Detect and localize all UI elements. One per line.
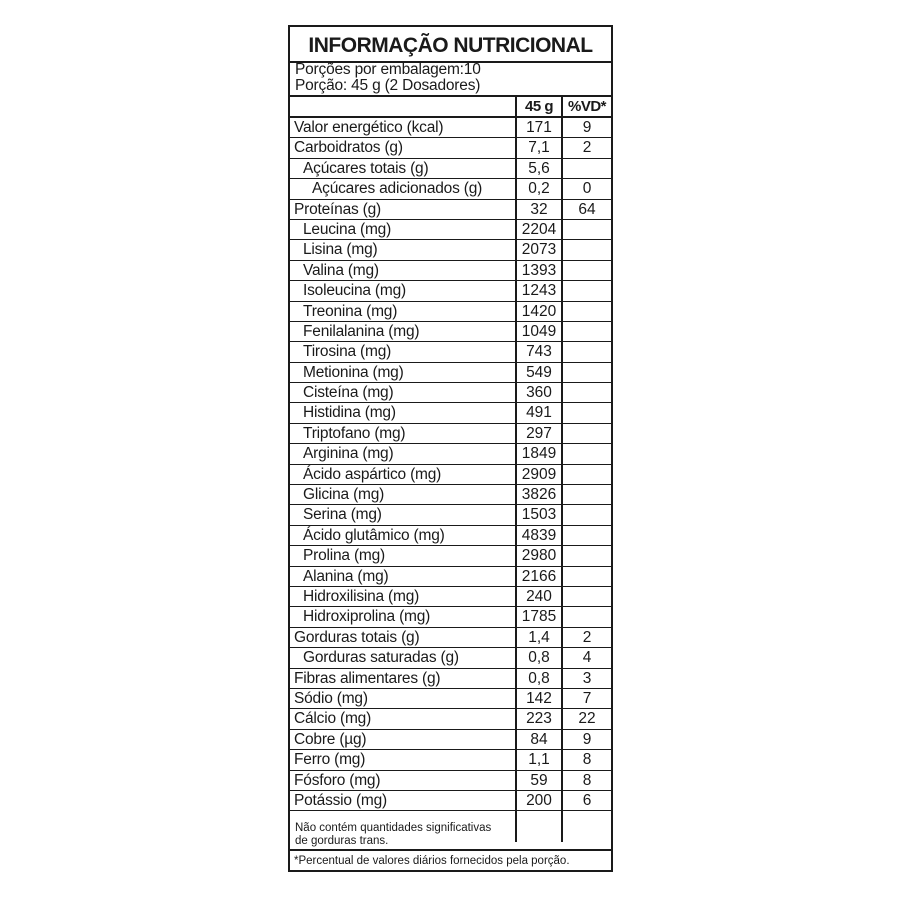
nutrient-name: Treonina (mg) (303, 302, 398, 320)
nutrient-value: 142 (526, 689, 552, 707)
nutrient-name: Fibras alimentares (g) (294, 669, 441, 687)
nutrient-rows (290, 118, 611, 811)
nutrient-value: 2204 (521, 220, 557, 238)
nutrient-value: 0,8 (528, 649, 550, 667)
nutrient-dv: 8 (582, 771, 592, 789)
nutrient-name: Gorduras totais (g) (294, 628, 420, 646)
nutrient-value: 0,2 (528, 180, 550, 198)
nutrient-name: Potássio (mg) (294, 791, 388, 809)
portion-size: Porção: 45 g (2 Dosadores) (295, 77, 481, 94)
nutrient-name: Prolina (mg) (303, 547, 386, 565)
nutrient-name: Tirosina (mg) (303, 343, 392, 361)
nutrient-dv: 8 (582, 751, 592, 769)
nutrient-dv: 64 (578, 200, 596, 218)
nutrient-value: 360 (526, 384, 552, 402)
nutrient-dv: 3 (582, 669, 592, 687)
nutrient-name: Hidroxiprolina (mg) (303, 608, 431, 626)
table-row (290, 628, 611, 648)
nutrient-value: 240 (526, 587, 552, 605)
nutrient-name: Sódio (mg) (294, 689, 368, 707)
nutrient-name: Fósforo (mg) (294, 771, 381, 789)
nutrient-value: 84 (530, 730, 548, 748)
nutrient-name: Leucina (mg) (303, 220, 392, 238)
table-row (290, 302, 611, 322)
nutrient-name: Açúcares adicionados (g) (312, 180, 483, 198)
nutrient-dv: 22 (578, 710, 596, 728)
table-row (290, 771, 611, 791)
nutrient-name: Ferro (mg) (294, 751, 366, 769)
table-row (290, 322, 611, 342)
nutrient-name: Alanina (mg) (303, 567, 389, 585)
table-row (290, 281, 611, 301)
nutrient-value: 1503 (521, 506, 557, 524)
nutrient-dv: 9 (582, 730, 592, 748)
nutrient-value: 2166 (521, 567, 557, 585)
table-row (290, 730, 611, 750)
nutrient-value: 1420 (521, 302, 557, 320)
nutrient-value: 297 (526, 424, 552, 442)
table-row (290, 403, 611, 423)
nutrient-value: 2980 (521, 547, 557, 565)
nutrition-facts-table (288, 25, 613, 872)
nutrient-value: 1243 (521, 282, 557, 300)
table-row (290, 750, 611, 770)
table-row (290, 179, 611, 199)
nutrient-name: Cisteína (mg) (303, 384, 394, 402)
nutrient-name: Isoleucina (mg) (303, 282, 406, 300)
nutrient-value: 1393 (521, 261, 557, 279)
nutrient-dv: 2 (582, 628, 592, 646)
nutrient-value: 5,6 (528, 159, 550, 177)
nutrient-dv: 6 (582, 791, 592, 809)
nutrient-name: Fenilalanina (mg) (303, 322, 420, 340)
table-row (290, 261, 611, 281)
table-row (290, 424, 611, 444)
nutrient-value: 223 (526, 710, 552, 728)
table-row (290, 689, 611, 709)
nutrient-name: Metionina (mg) (303, 363, 404, 381)
nutrient-value: 491 (526, 404, 552, 422)
header-value: 45 g (524, 98, 553, 115)
table-title: INFORMAÇÃO NUTRICIONAL (308, 34, 593, 57)
table-row (290, 709, 611, 729)
nutrient-dv: 7 (582, 689, 592, 707)
table-row (290, 505, 611, 525)
nutrient-value: 0,8 (528, 669, 550, 687)
nutrient-dv: 0 (582, 180, 592, 198)
table-row (290, 363, 611, 383)
table-row (290, 791, 611, 811)
nutrient-name: Ácido glutâmico (mg) (303, 526, 445, 544)
nutrient-name: Lisina (mg) (303, 241, 378, 259)
nutrient-name: Açúcares totais (g) (303, 159, 429, 177)
table-row (290, 648, 611, 668)
nutrient-value: 1,1 (528, 751, 550, 769)
table-row (290, 587, 611, 607)
nutrient-value: 200 (526, 791, 552, 809)
table-row (290, 485, 611, 505)
nutrient-name: Cálcio (mg) (294, 710, 372, 728)
nutrient-name: Histidina (mg) (303, 404, 396, 422)
nutrient-name: Valina (mg) (303, 261, 379, 279)
header-dv: %VD* (567, 98, 606, 115)
divider (290, 849, 611, 851)
nutrient-value: 1849 (521, 445, 557, 463)
table-row (290, 607, 611, 627)
trans-fat-footnote: Não contém quantidades significativas de gorduras trans. (295, 822, 492, 847)
nutrient-name: Ácido aspártico (mg) (303, 465, 442, 483)
nutrient-value: 3826 (521, 486, 557, 504)
nutrient-name: Glicina (mg) (303, 486, 385, 504)
nutrient-value: 743 (526, 343, 552, 361)
nutrient-name: Triptofano (mg) (303, 424, 406, 442)
nutrient-value: 32 (530, 200, 548, 218)
nutrient-value: 549 (526, 363, 552, 381)
table-row (290, 342, 611, 362)
table-row (290, 200, 611, 220)
nutrient-name: Cobre (µg) (294, 730, 367, 748)
dv-footnote: *Percentual de valores diários fornecidos pela porção. (294, 855, 570, 867)
nutrient-value: 1,4 (528, 628, 550, 646)
nutrient-value: 4839 (521, 526, 557, 544)
table-row (290, 465, 611, 485)
nutrient-value: 171 (526, 119, 552, 136)
table-row (290, 118, 611, 138)
nutrient-value: 1049 (521, 322, 557, 340)
nutrient-value: 59 (530, 771, 548, 789)
nutrient-name: Hidroxilisina (mg) (303, 587, 420, 605)
table-row (290, 669, 611, 689)
table-row (290, 444, 611, 464)
table-row (290, 546, 611, 566)
nutrient-value: 1785 (521, 608, 557, 626)
nutrient-name: Proteínas (g) (294, 200, 381, 218)
nutrient-name: Carboidratos (g) (294, 139, 403, 157)
table-row (290, 240, 611, 260)
table-row (290, 526, 611, 546)
table-row (290, 159, 611, 179)
nutrient-dv: 2 (582, 139, 592, 157)
nutrient-name: Valor energético (kcal) (294, 119, 444, 136)
nutrient-value: 7,1 (528, 139, 550, 157)
nutrient-dv: 9 (582, 119, 592, 136)
table-row (290, 220, 611, 240)
nutrient-value: 2909 (521, 465, 557, 483)
table-row (290, 567, 611, 587)
nutrient-value: 2073 (521, 241, 557, 259)
table-row (290, 138, 611, 158)
nutrient-dv: 4 (582, 649, 592, 667)
nutrient-name: Arginina (mg) (303, 445, 394, 463)
nutrient-name: Gorduras saturadas (g) (303, 649, 459, 667)
nutrient-name: Serina (mg) (303, 506, 382, 524)
table-row (290, 383, 611, 403)
servings-per-package: Porções por embalagem:10 (295, 61, 481, 78)
